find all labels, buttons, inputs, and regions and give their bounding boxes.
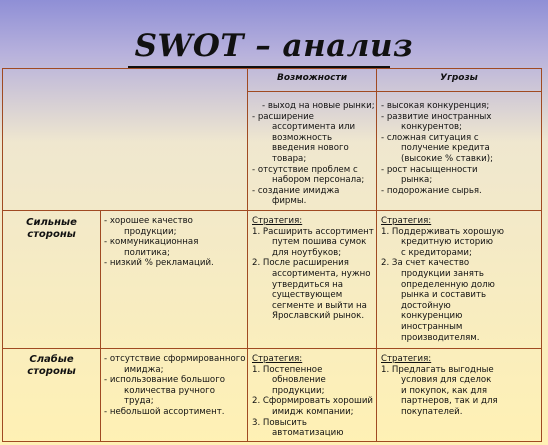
table-border-left — [2, 68, 3, 442]
list-item: (высокие % ставки); — [401, 153, 493, 164]
list-item: для ноутбуков; — [272, 247, 342, 258]
table-border-right — [541, 68, 542, 442]
list-item: обновление — [272, 375, 326, 386]
list-item: условия для сделок — [401, 375, 492, 386]
weaknesses-label — [3, 354, 100, 378]
header-separator — [247, 91, 542, 92]
header-threats: Угрозы — [440, 73, 478, 83]
list-item: путем пошива сумок — [272, 237, 367, 248]
list-item: рынка и составить — [401, 290, 487, 301]
list-item: - подорожание сырья. — [381, 185, 482, 196]
list-item: определенную долю — [401, 279, 495, 290]
list-item: труда; — [124, 396, 154, 407]
strategy-heading: Стратегия: — [252, 354, 303, 364]
list-item: конкуренцию — [401, 311, 463, 322]
list-item: - расширение — [252, 111, 314, 122]
list-item: - развитие иностранных — [381, 111, 492, 122]
strengths-list — [104, 216, 246, 269]
list-item: набором персонала; — [272, 175, 365, 186]
list-item: товара; — [272, 153, 307, 164]
list-item: - рост насыщенности — [381, 164, 478, 175]
threats-list — [381, 101, 539, 196]
list-item: продукции; — [124, 226, 177, 237]
wt-strategy — [381, 354, 539, 418]
list-item: - небольшой ассортимент. — [104, 406, 225, 417]
list-item: - отсутствие проблем с — [252, 164, 358, 175]
list-item: покупателей. — [401, 406, 463, 417]
list-item: фирмы. — [272, 196, 307, 207]
list-item: партнеров, так и для — [401, 396, 498, 407]
row-separator-strengths — [2, 210, 542, 211]
weaknesses-label-line: стороны — [27, 366, 76, 377]
list-item: политика; — [124, 247, 170, 258]
column-separator-3 — [376, 68, 377, 442]
list-item: 1. Постепенное — [252, 364, 323, 375]
list-item: - низкий % рекламаций. — [104, 258, 214, 269]
list-item: Ярославский рынок. — [272, 311, 365, 322]
list-item: - выход на новые рынки; — [262, 101, 375, 111]
list-item: автоматизацию — [272, 428, 344, 439]
opportunities-list — [252, 101, 376, 207]
strategy-heading: Стратегия: — [252, 216, 303, 226]
list-item: 2. После расширения — [252, 258, 349, 269]
list-item: достойную — [401, 300, 451, 311]
list-item: продукции занять — [401, 268, 484, 279]
strategy-heading: Стратегия: — [381, 354, 432, 364]
st-strategy — [381, 216, 539, 343]
list-item: 3. Повысить — [252, 417, 307, 428]
header-opportunities: Возможности — [276, 73, 348, 83]
list-item: сегменте и выйти на — [272, 300, 367, 311]
strategy-heading: Стратегия: — [381, 216, 432, 226]
list-item: ассортимента или — [272, 122, 356, 133]
list-item: имиджа; — [124, 364, 164, 375]
list-item: с кредиторами; — [401, 247, 472, 258]
list-item: 2. Сформировать хороший — [252, 396, 373, 407]
column-separator-1 — [100, 210, 101, 442]
list-item: - отсутствие сформированного — [104, 354, 246, 364]
list-item: утвердиться на — [272, 279, 344, 290]
list-item: - коммуникационная — [104, 237, 199, 248]
list-item: рынка; — [401, 175, 433, 186]
column-separator-2 — [247, 68, 248, 442]
strengths-label-line: стороны — [27, 229, 76, 240]
list-item: 2. За счет качество — [381, 258, 470, 269]
list-item: существующем — [272, 290, 343, 301]
list-item: 1. Расширить ассортимент — [252, 226, 374, 237]
list-item: введения нового — [272, 143, 349, 154]
list-item: - сложная ситуация с — [381, 132, 479, 143]
list-item: - создание имиджа — [252, 185, 340, 196]
list-item: конкурентов; — [401, 122, 462, 133]
slide-title: SWOT – анализ — [134, 28, 414, 64]
list-item: имидж компании; — [272, 406, 354, 417]
list-item: ассортимента, нужно — [272, 268, 371, 279]
wo-strategy — [252, 354, 376, 439]
list-item: количества ручного — [124, 385, 215, 396]
list-item: - хорошее качество — [104, 216, 193, 226]
strengths-label — [3, 217, 100, 241]
strengths-label-line: Сильные — [26, 217, 77, 228]
so-strategy — [252, 216, 376, 322]
list-item: и покупок, как для — [401, 385, 487, 396]
list-item: кредитную историю — [401, 237, 493, 248]
weaknesses-list — [104, 354, 246, 418]
list-item: получение кредита — [401, 143, 490, 154]
list-item: иностранным — [401, 321, 463, 332]
weaknesses-label-line: Слабые — [29, 354, 74, 365]
row-separator-weaknesses — [2, 348, 542, 349]
list-item: производителям. — [401, 332, 480, 343]
list-item: продукции; — [272, 385, 325, 396]
list-item: - использование большого — [104, 375, 225, 386]
list-item: 1. Поддерживать хорошую — [381, 226, 504, 237]
list-item: 1. Предлагать выгодные — [381, 364, 494, 375]
table-border-bottom — [2, 441, 542, 442]
table-border-top — [2, 68, 542, 69]
list-item: возможность — [272, 132, 333, 143]
list-item: - высокая конкуренция; — [381, 101, 490, 111]
